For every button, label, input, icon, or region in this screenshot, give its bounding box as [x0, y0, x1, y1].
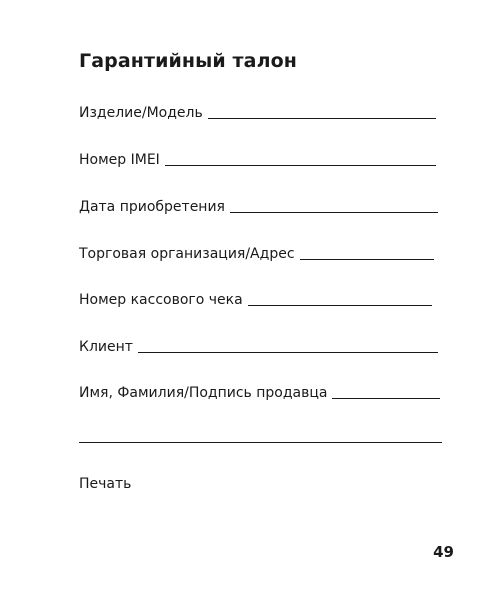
fill-line: [138, 338, 438, 353]
fill-line: [208, 104, 436, 119]
fill-line: [332, 384, 440, 399]
fill-line: [165, 151, 436, 166]
field-label: Клиент: [79, 339, 133, 355]
stamp-label: Печать: [79, 476, 132, 492]
page-title: Гарантийный талон: [79, 50, 297, 72]
field-label: Дата приобретения: [79, 199, 225, 215]
field-label: Номер кассового чека: [79, 292, 243, 308]
field-trade-organization: [79, 245, 434, 263]
page-number: 49: [433, 543, 454, 561]
field-seller-signature: [79, 384, 440, 402]
fill-line: [230, 198, 438, 213]
fill-line: [248, 291, 432, 306]
fill-line: [300, 245, 434, 260]
field-purchase-date: [79, 198, 438, 216]
field-label: Изделие/Модель: [79, 105, 203, 121]
blank-line: [79, 442, 442, 443]
field-receipt-number: [79, 291, 432, 309]
field-label: Имя, Фамилия/Подпись продавца: [79, 385, 328, 401]
field-client: [79, 338, 438, 356]
field-imei: [79, 151, 436, 169]
field-product-model: [79, 104, 436, 122]
field-label: Номер IMEI: [79, 152, 160, 168]
field-label: Торговая организация/Адрес: [79, 246, 295, 262]
